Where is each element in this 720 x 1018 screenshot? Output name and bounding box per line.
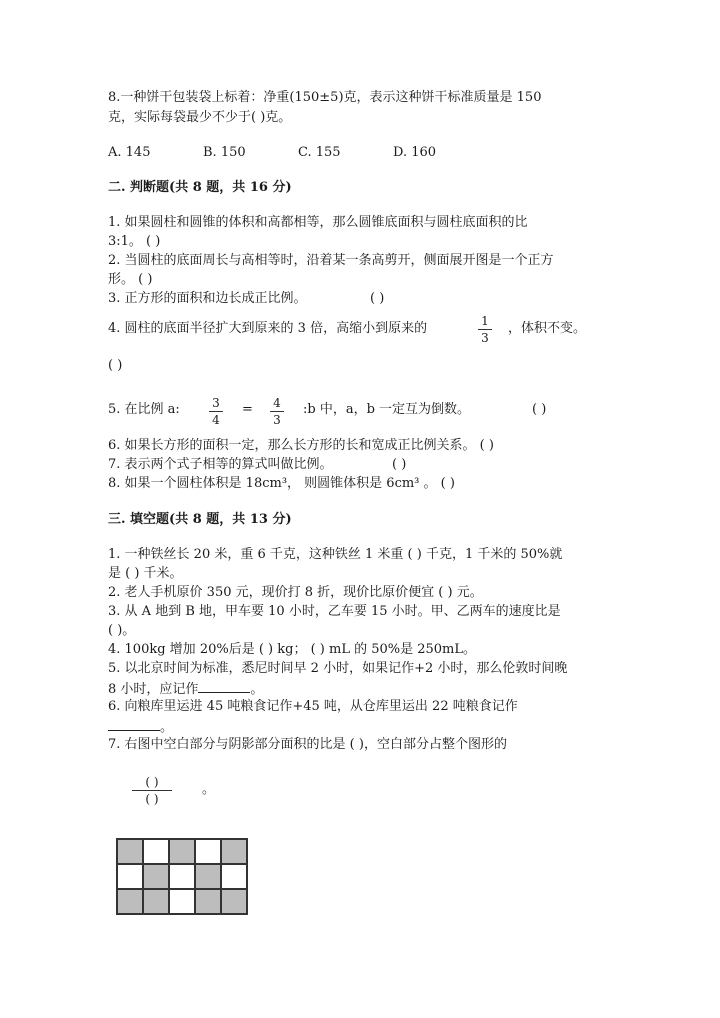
grid-cell [117, 839, 143, 864]
grid-cell [143, 839, 169, 864]
grid-cell [195, 864, 221, 889]
s2-q7: 7. 表示两个式子相等的算式叫做比例。 [108, 457, 333, 472]
s2-q4-paren: ( ) [108, 358, 123, 373]
grid-cell [195, 839, 221, 864]
s2-q5-frac2-den: 3 [273, 413, 281, 427]
s3-q7: 7. 右图中空白部分与阴影部分面积的比是 ( )，空白部分占整个图形的 [108, 737, 507, 752]
s2-q5-frac2-num: 4 [273, 396, 281, 410]
section2-heading: 二. 判断题(共 8 题，共 16 分) [108, 180, 292, 195]
s3-q3-line1: 3. 从 A 地到 B 地，甲车要 10 小时，乙车要 15 小时。甲、乙两车的速度比是 [108, 604, 561, 619]
s2-q3: 3. 正方形的面积和边长成正比例。 [108, 291, 307, 306]
s2-q3-paren: ( ) [370, 291, 385, 306]
fraction-bar [209, 411, 223, 412]
s2-q4-frac-num: 1 [481, 314, 489, 328]
grid-cell [195, 889, 221, 914]
grid-cell [221, 864, 247, 889]
grid-cell [221, 839, 247, 864]
s3-q7-end: 。 [202, 782, 216, 797]
s2-q1-line2: 3:1。 ( ) [108, 234, 161, 249]
s3-q7-fraction [132, 775, 172, 806]
option-a: A. 145 [108, 145, 151, 160]
grid-cell [169, 889, 195, 914]
fraction-bar [270, 411, 284, 412]
grid-cell [117, 864, 143, 889]
s3-q7-frac-num: ( ) [145, 775, 159, 789]
s2-q4-tail: ，体积不变。 [508, 321, 587, 336]
s2-q4-fraction [478, 314, 492, 345]
s2-q5-paren: ( ) [532, 402, 547, 417]
s2-q5-tail: :b 中，a，b 一定互为倒数。 [303, 402, 471, 417]
section3-heading: 三. 填空题(共 8 题，共 13 分) [108, 512, 292, 527]
s3-q1-line1: 1. 一种铁丝长 20 米，重 6 千克，这种铁丝 1 米重 ( ) 千克，1 千米的 50%就 [108, 547, 563, 562]
s2-q6: 6. 如果长方形的面积一定，那么长方形的长和宽成正比例关系。 ( ) [108, 438, 494, 453]
grid-cell [117, 889, 143, 914]
answer-blank [198, 680, 250, 693]
grid-cell [221, 889, 247, 914]
s3-q7-frac-den: ( ) [145, 792, 159, 806]
s3-q6-line1: 6. 向粮库里运进 45 吨粮食记作+45 吨，从仓库里运出 22 吨粮食记作 [108, 699, 518, 714]
answer-blank [108, 718, 160, 731]
option-b: B. 150 [203, 145, 246, 160]
s2-q5-fraction2 [270, 396, 284, 427]
grid-cell [143, 864, 169, 889]
s3-q4: 4. 100kg 增加 20%后是 ( ) kg； ( ) mL 的 50%是 250mL。 [108, 642, 477, 657]
s2-q5-frac1-den: 4 [212, 413, 220, 427]
s2-q7-paren: ( ) [392, 457, 407, 472]
s2-q2-line2: 形。 ( ) [108, 272, 153, 287]
grid-cell [143, 889, 169, 914]
s2-q5-fraction1 [209, 396, 223, 427]
s3-q3-line2: ( )。 [108, 623, 136, 638]
shaded-grid-figure [116, 838, 248, 915]
s3-q6-end: 。 [160, 720, 174, 735]
grid-cell [169, 864, 195, 889]
s3-q6-line2 [108, 718, 173, 736]
s2-q8: 8. 如果一个圆柱体积是 18cm³， 则圆锥体积是 6cm³ 。 ( ) [108, 476, 455, 491]
s2-q4: 4. 圆柱的底面半径扩大到原来的 3 倍，高缩小到原来的 [108, 321, 428, 336]
s2-q4-frac-den: 3 [481, 331, 489, 345]
s2-q1-line1: 1. 如果圆柱和圆锥的体积和高都相等，那么圆锥底面积与圆柱底面积的比 [108, 215, 528, 230]
s2-q5-lead: 5. 在比例 a: [108, 402, 180, 417]
s3-q5-text: 8 小时，应记作 [108, 682, 199, 697]
s2-q2-line1: 2. 当圆柱的底面周长与高相等时，沿着某一条高剪开，侧面展开图是一个正方 [108, 253, 554, 268]
q8-line1: 8.一种饼干包装袋上标着：净重(150±5)克，表示这种饼干标准质量是 150 [108, 90, 542, 105]
s2-q5-frac1-num: 3 [212, 396, 220, 410]
fraction-bar [478, 329, 492, 330]
q8-line2: 克，实际每袋最少不少于( )克。 [108, 110, 292, 125]
option-d: D. 160 [393, 145, 437, 160]
s2-q5-equals: = [242, 402, 253, 417]
grid-cell [169, 839, 195, 864]
s3-q1-line2: 是 ( ) 千米。 [108, 566, 183, 581]
s3-q5-line1: 5. 以北京时间为标准，悉尼时间早 2 小时，如果记作+2 小时，那么伦敦时间晚 [108, 661, 568, 676]
s3-q5-line2 [108, 680, 263, 698]
s3-q2: 2. 老人手机原价 350 元，现价打 8 折，现价比原价便宜 ( ) 元。 [108, 585, 483, 600]
s3-q5-end: 。 [250, 682, 264, 697]
option-c: C. 155 [298, 145, 341, 160]
fraction-bar [132, 790, 172, 791]
